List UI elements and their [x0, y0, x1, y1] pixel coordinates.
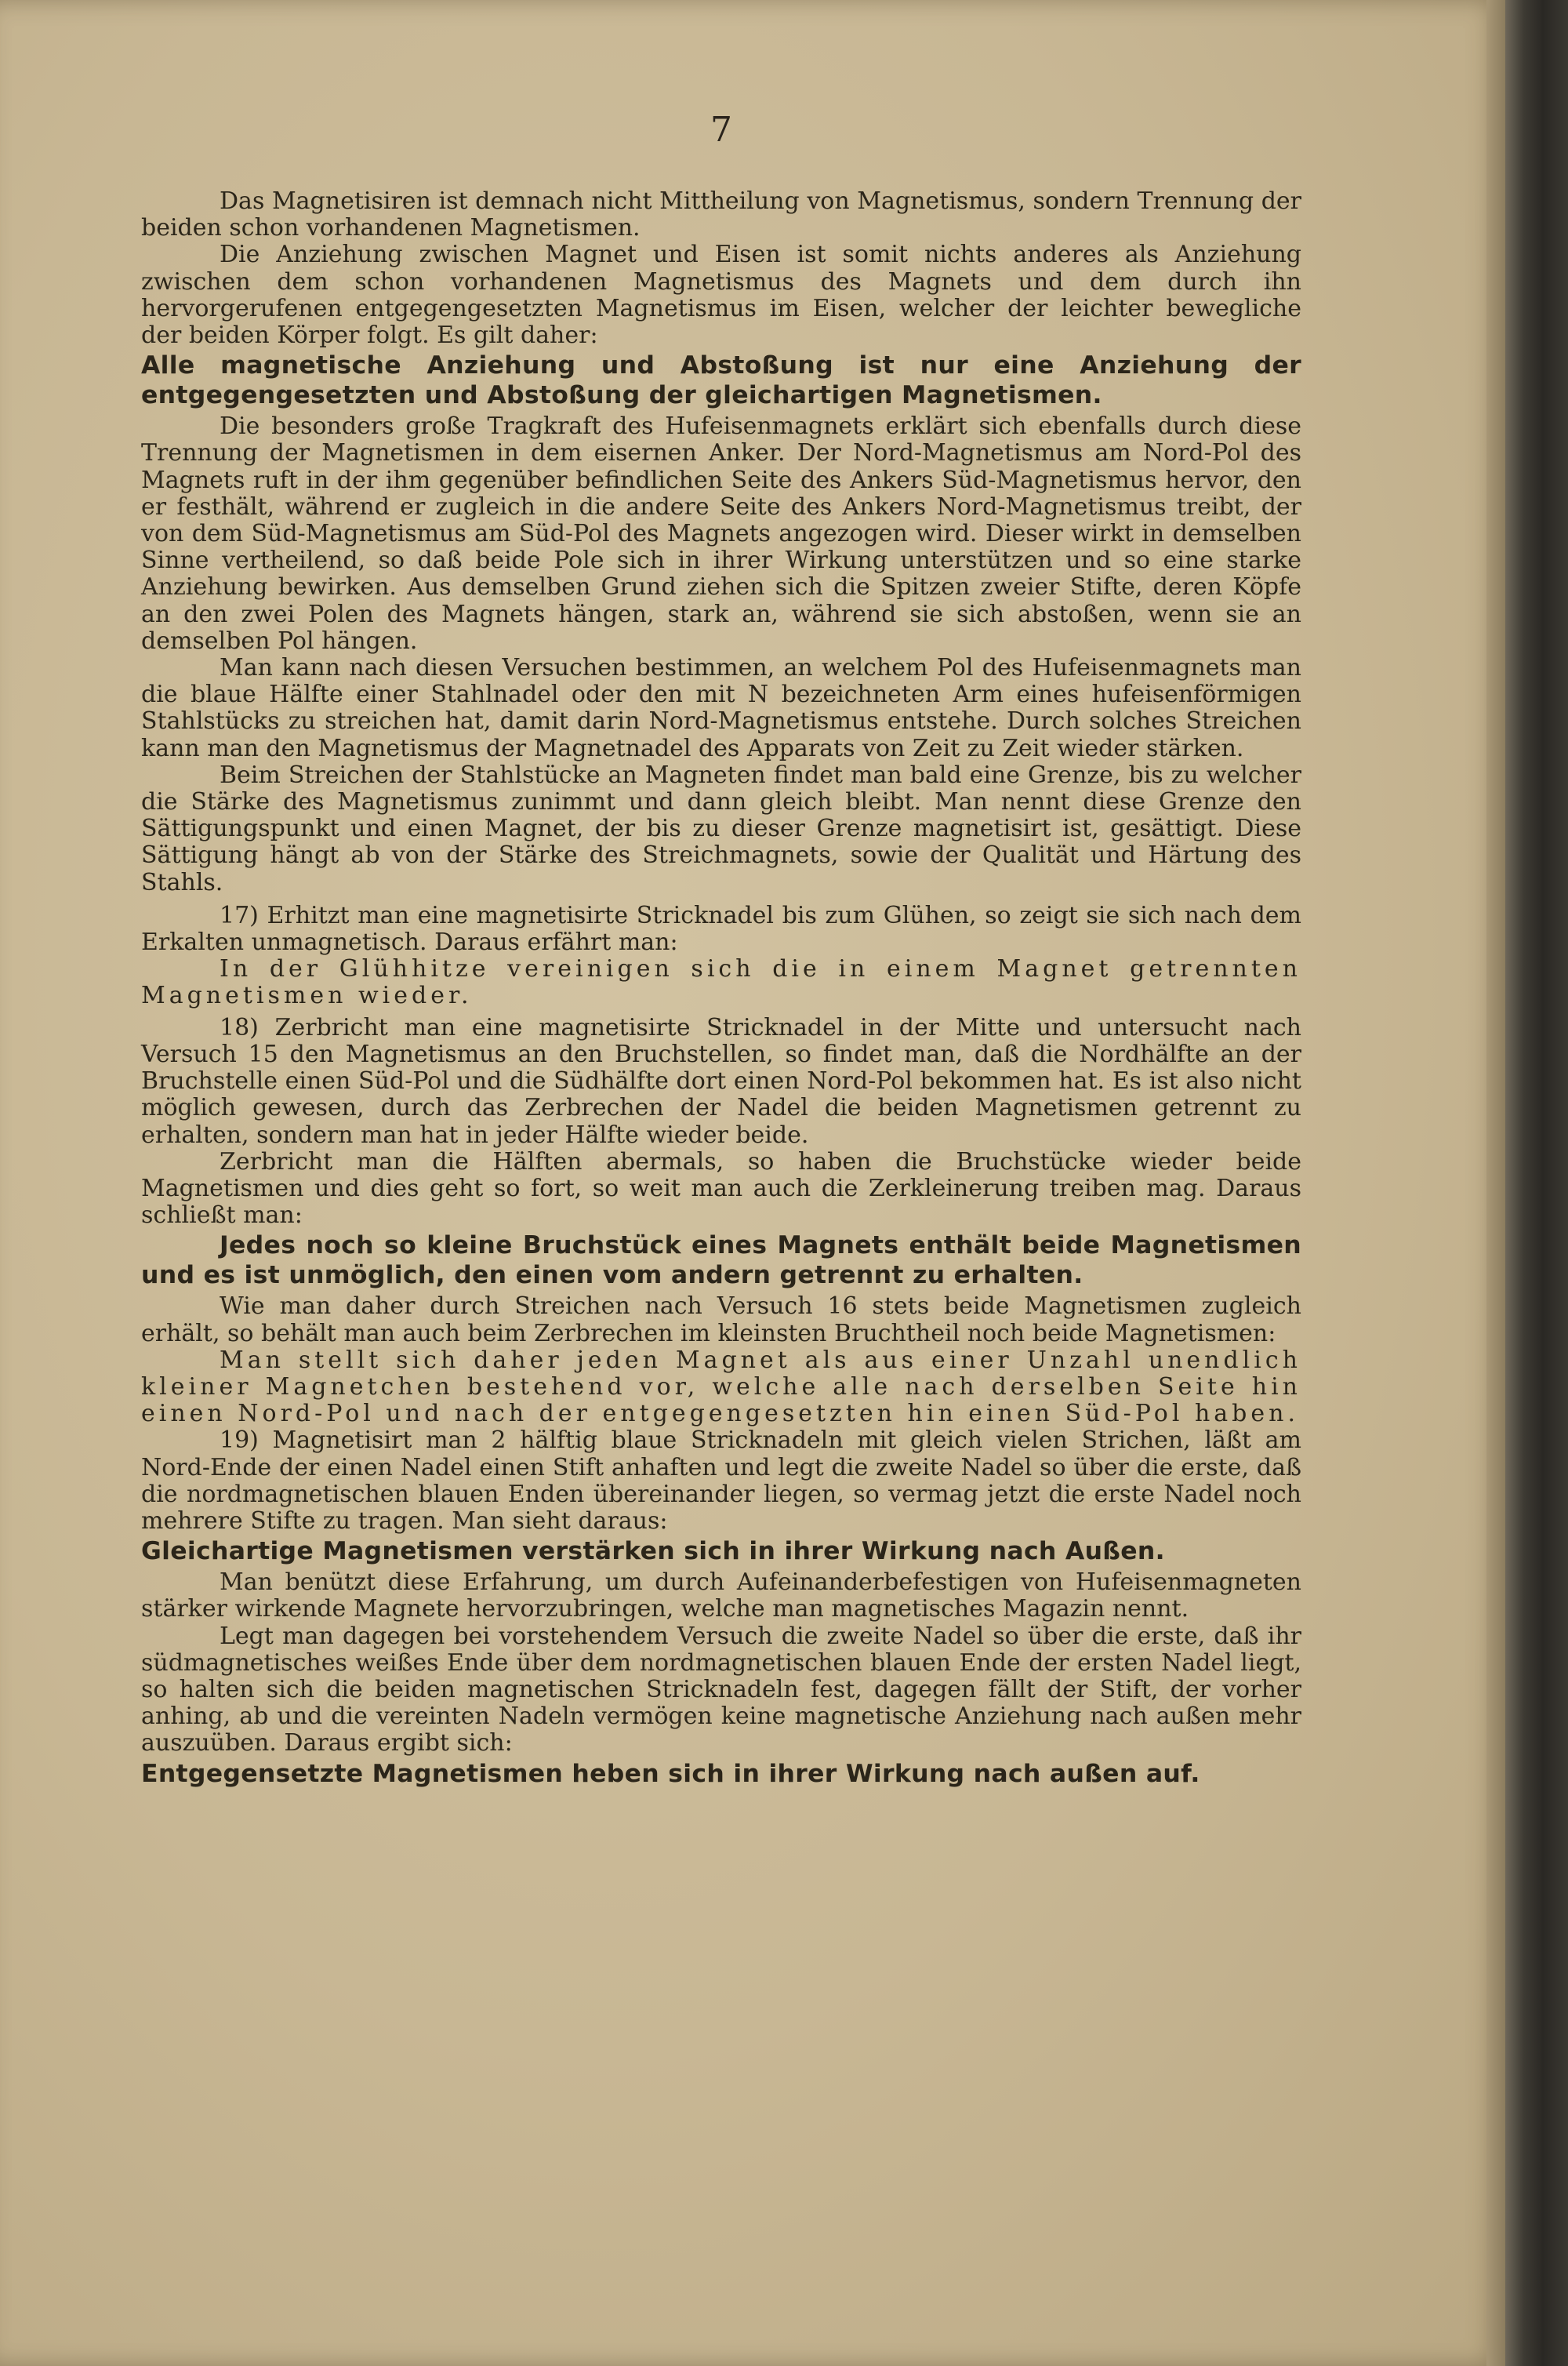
- paragraph: Beim Streichen der Stahlstücke an Magneten findet man bald eine Grenze, bis zu welcher die Stärke des Magnetismus zunimmt und dann gleich bleibt. Man nennt diese Grenze den Sättigungspunkt und einen Magnet, der bis zu dieser Grenze magnetisirt ist, gesättigt. Diese Sättigung hängt ab von der Stärke des Streichmagnets, sowie der Qualität und Härtung des Stahls.: [141, 761, 1301, 896]
- paragraph: Wie man daher durch Streichen nach Versuch 16 stets beide Magnetismen zugleich erhält, so behält man auch beim Zerbrechen im kleinsten Bruchtheil noch beide Magnetismen:: [141, 1292, 1301, 1347]
- paragraph: Die Anziehung zwischen Magnet und Eisen ist somit nichts anderes als Anziehung zwischen dem schon vorhandenen Magnetismus des Magnets und dem durch ihn hervorgerufenen entgegengesetzten Magnetismus im Eisen, welcher der leichter bewegliche der beiden Körper folgt. Es gilt daher:: [141, 241, 1301, 350]
- law-statement: Entgegensetzte Magnetismen heben sich in ihrer Wirkung nach außen auf.: [141, 1759, 1200, 1788]
- paragraph: Man benützt diese Erfahrung, um durch Aufeinanderbefestigen von Hufeisenmagneten stärker wirkende Magnete hervorzubringen, welche man magnetisches Magazin nennt.: [141, 1568, 1301, 1623]
- law-statement-spaced: Man stellt sich daher jeden Magnet als aus einer Unzahl unendlich kleiner Magnetchen bestehend vor, welche alle nach derselben Seite hin einen Nord-Pol und nach der entgegengesetzten hin einen Süd-Pol haben.: [141, 1346, 1301, 1428]
- paragraph: Das Magnetisiren ist demnach nicht Mittheilung von Magnetismus, sondern Trennung der beiden schon vorhandenen Magnetismen.: [141, 187, 1301, 242]
- paragraph: Legt man dagegen bei vorstehendem Versuch die zweite Nadel so über die erste, daß ihr südmagnetisches weißes Ende über dem nordmagnetischen blauen Ende der ersten Nadel liegt, so halten sich die beiden magnetischen Stricknadeln fest, dagegen fällt der Stift, der vorher anhing, ab und die vereinten Nadeln vermögen keine magnetische Anziehung nach außen mehr auszuüben. Daraus ergibt sich:: [141, 1622, 1301, 1757]
- law-statement-spaced: In der Glühhitze vereinigen sich die in einem Magnet getrennten Magnetismen wieder.: [141, 955, 1301, 1010]
- paragraph: Die besonders große Tragkraft des Hufeisenmagnets erklärt sich ebenfalls durch diese Trennung der Magnetismen in dem eisernen Anker. Der Nord-Magnetismus am Nord-Pol des Magnets ruft in der ihm gegenüber befindlichen Seite des Ankers Süd-Magnetismus hervor, den er festhält, während er zugleich in die andere Seite des Ankers Nord-Magnetismus treibt, der von dem Süd-Magnetismus am Süd-Pol des Magnets angezogen wird. Dieser wirkt in demselben Sinne vertheilend, so daß beide Pole sich in ihrer Wirkung unterstützen und so eine starke Anziehung bewirken. Aus demselben Grund ziehen sich die Spitzen zweier Stifte, deren Köpfe an den zwei Polen des Magnets hängen, stark an, während sie sich abstoßen, wenn sie an demselben Pol hängen.: [141, 413, 1301, 655]
- law-statement: Alle magnetische Anziehung und Abstoßung ist nur eine Anziehung der entgegengesetzten und Abstoßung der gleichartigen Magnetismen.: [141, 351, 1301, 410]
- law-statement: Jedes noch so kleine Bruchstück eines Magnets enthält beide Magnetismen und es ist unmöglich, den einen vom andern getrennt zu erhalten.: [141, 1231, 1301, 1290]
- paragraph: Man kann nach diesen Versuchen bestimmen, an welchem Pol des Hufeisenmagnets man die blaue Hälfte einer Stahlnadel oder den mit N bezeichneten Arm eines hufeisenförmigen Stahlstücks zu streichen hat, damit darin Nord-Magnetismus entstehe. Durch solches Streichen kann man den Magnetismus der Magnetnadel des Apparats von Zeit zu Zeit wieder stärken.: [141, 654, 1301, 762]
- page-body: [141, 188, 1301, 1792]
- paragraph: 19) Magnetisirt man 2 hälftig blaue Stricknadeln mit gleich vielen Strichen, läßt am Nord-Ende der einen Nadel einen Stift anhaften und legt die zweite Nadel so über die erste, daß die nordmagnetischen blauen Enden übereinander liegen, so vermag jetzt die erste Nadel noch mehrere Stifte zu tragen. Man sieht daraus:: [141, 1427, 1301, 1535]
- page-edge: [1486, 0, 1505, 2366]
- page-number: 7: [710, 110, 732, 150]
- paragraph: Zerbricht man die Hälften abermals, so haben die Bruchstücke wieder beide Magnetismen und dies geht so fort, so weit man auch die Zerkleinerung treiben mag. Daraus schließt man:: [141, 1147, 1301, 1230]
- book-spine: [1505, 0, 1568, 2366]
- law-statement: Gleichartige Magnetismen verstärken sich in ihrer Wirkung nach Außen.: [141, 1537, 1165, 1566]
- paragraph: 17) Erhitzt man eine magnetisirte Stricknadel bis zum Glühen, so zeigt sie sich nach dem Erkalten unmagnetisch. Daraus erfährt man:: [141, 901, 1301, 957]
- paragraph: 18) Zerbricht man eine magnetisirte Stricknadel in der Mitte und untersucht nach Versuch 15 den Magnetismus an den Bruchstellen, so findet man, daß die Nordhälfte an der Bruchstelle einen Süd-Pol und die Südhälfte dort einen Nord-Pol bekommen hat. Es ist also nicht möglich gewesen, durch das Zerbrechen der Nadel die beiden Magnetismen getrennt zu erhalten, sondern man hat in jeder Hälfte wieder beide.: [141, 1013, 1301, 1149]
